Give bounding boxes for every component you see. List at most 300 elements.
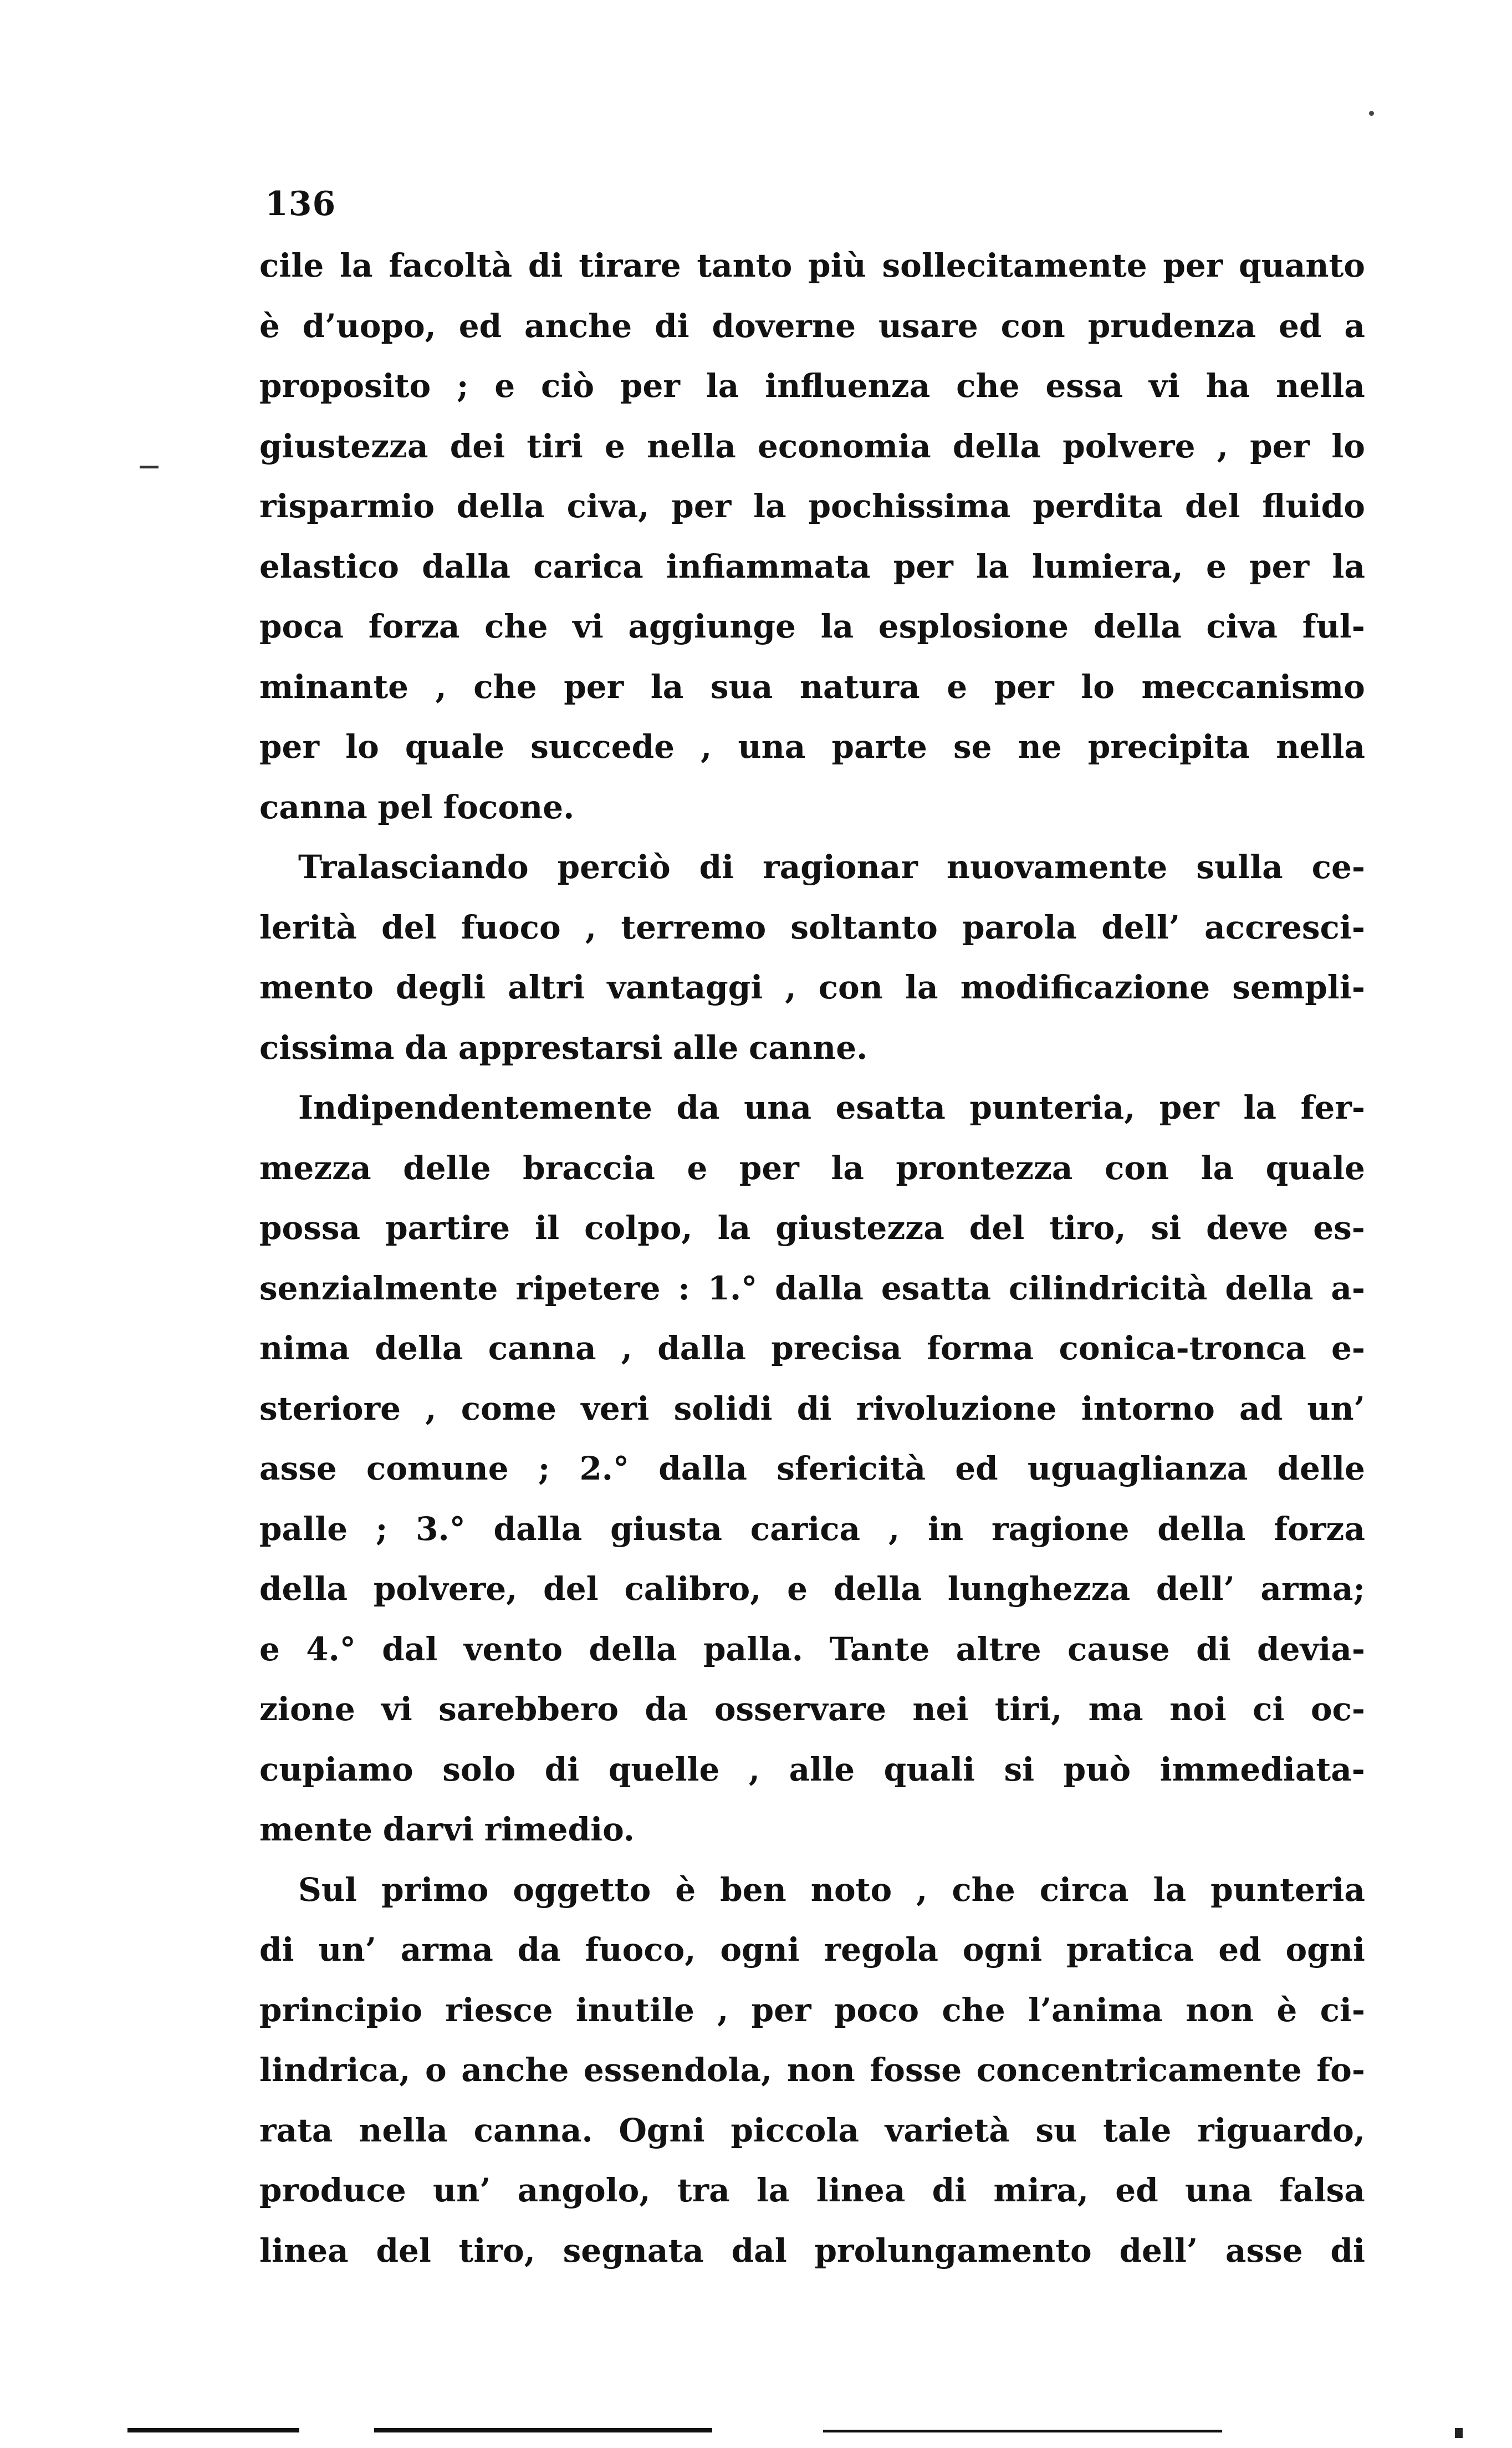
word: elastico [259,547,399,585]
word: comune [366,1450,509,1487]
word: 3.° [416,1509,466,1548]
word: falsa [1279,2171,1365,2209]
word: , [585,908,597,946]
word: pel [377,788,433,826]
word: la [339,247,373,284]
word: da [517,1931,561,1968]
word: per [1250,427,1310,465]
word: tiri, [994,1690,1063,1728]
word: ha [1205,367,1250,405]
word: sempli- [1232,968,1365,1006]
word: per [893,547,953,585]
word: ed [1218,1931,1261,1968]
word: nuovamente [946,848,1168,886]
word: della [1225,1269,1314,1307]
word: un’ [432,2171,491,2209]
word: che [484,608,548,645]
word: noi [1169,1690,1227,1728]
word: nella [1276,367,1365,405]
word: vi [381,1690,412,1728]
word: ciò [541,367,595,405]
word: , [621,1329,632,1367]
word: rivoluzione [856,1389,1057,1427]
word: , [1217,427,1228,465]
word: della [375,1329,463,1367]
word: e [605,427,625,465]
word: degli [396,968,486,1006]
word: ogni [720,1931,800,1968]
word: dalla [775,1269,864,1307]
word: con [818,968,883,1006]
word: influenza [765,367,931,405]
word: la [1153,1870,1187,1909]
word: per [1159,1089,1219,1126]
text-line [259,1740,1365,1800]
word: primo [381,1870,489,1909]
text-line [259,2160,1365,2221]
text-line [259,1619,1365,1680]
word: una [1184,2171,1253,2209]
word: e [787,1570,808,1608]
word: della [952,427,1041,465]
word: se [953,728,992,766]
word: da [405,1028,448,1067]
word: facoltà [389,247,513,284]
word: di [259,1931,294,1968]
text-line [259,476,1365,537]
word: una [744,1089,812,1126]
word: in [927,1509,964,1548]
word: di [655,307,689,345]
word: modificazione [960,968,1210,1006]
word: pratica [1066,1931,1194,1968]
word: e [494,367,515,405]
word: del [381,908,437,946]
word: cupiamo [259,1750,413,1788]
text-line [259,1318,1365,1379]
text-line [259,717,1365,777]
text-line [259,236,1365,296]
word: produce [259,2171,406,2209]
word: zione [259,1690,355,1728]
word: tiri [527,427,583,465]
word: palle [259,1509,348,1548]
word: ci- [1320,1991,1365,2029]
text-line [259,356,1365,416]
word: prolungamento [814,2231,1092,2270]
word: succede [530,728,675,766]
word: sfericità [777,1450,926,1487]
word: è [259,307,280,345]
word: per [620,367,680,405]
word: canne. [748,1028,868,1067]
word: che [473,667,537,706]
word: calibro, [624,1570,762,1608]
word: , [425,1389,437,1427]
word: economia [757,427,931,465]
word: ogni [1285,1931,1365,1968]
word: e [687,1149,708,1187]
word: civa, [566,487,650,525]
word: il [535,1209,560,1247]
word: lo [345,728,379,766]
word: dal [382,1630,438,1668]
word: esatta [881,1269,992,1307]
word: parte [831,728,927,766]
word: focone. [443,788,575,826]
text-line [259,1439,1365,1499]
word: esatta [835,1089,946,1126]
word: pochissima [808,487,1011,525]
word: delle [1277,1450,1365,1487]
text-line [259,777,1365,838]
word: da [645,1690,688,1728]
word: più [808,247,866,284]
word: per [994,667,1054,706]
word: arma; [1260,1570,1365,1608]
word: è [675,1870,696,1909]
word: giustezza [259,427,428,465]
word: ripetere [515,1269,661,1307]
word: la [717,1209,751,1247]
word: fluido [1262,487,1365,525]
word: quale [1265,1149,1365,1187]
word: e [259,1630,280,1668]
word: lerità [259,908,357,946]
word: alle [672,1028,739,1067]
word: della [456,487,545,525]
word: anche [461,2051,569,2089]
text-line [259,657,1365,717]
word: ; [457,367,469,405]
word: ed [955,1450,998,1487]
text-line [259,897,1365,958]
word: del [376,2231,431,2270]
word: meccanismo [1141,667,1365,706]
word: apprestarsi [458,1028,663,1067]
word: nella [647,427,736,465]
word: dalla [657,1329,747,1367]
text-line [259,1138,1365,1198]
word: per [739,1149,799,1187]
word: arma [400,1931,493,1968]
word: ogni [962,1931,1043,1968]
word: con [1000,307,1065,345]
word: osservare [714,1690,887,1728]
word: fer- [1300,1089,1365,1126]
word: la [1332,547,1365,585]
word: soltanto [790,908,938,946]
word: asse [259,1450,337,1487]
word: non [1186,1991,1254,2029]
word: di [1330,2231,1365,2270]
word: lindrica, [259,2051,411,2089]
text-line [259,957,1365,1018]
word: cissima [259,1028,395,1067]
ink-speck [1369,111,1374,116]
word: la [905,968,938,1006]
word: varietà [885,2111,1010,2149]
word: ed [458,307,502,345]
word: sulla [1196,848,1283,886]
text-line [259,416,1365,477]
word: infiammata [666,547,871,585]
word: lo [1081,667,1115,706]
text-line [259,1860,1365,1920]
word: quale [405,728,505,766]
word: 2.° [579,1450,630,1487]
bottom-edge-rule [374,2428,712,2432]
word: dell’ [1101,908,1180,946]
word: la [756,2171,790,2209]
word: giusta [610,1509,722,1548]
word: fosse [870,2051,962,2089]
word: accresci- [1204,908,1365,946]
word: la [976,547,1009,585]
word: un’ [318,1931,376,1968]
word: un’ [1307,1389,1365,1427]
word: forma [927,1329,1034,1367]
text-line [259,1679,1365,1740]
word: la [831,1149,864,1187]
word: con [1104,1149,1169,1187]
word: canna [259,788,367,826]
word: quelle [608,1750,720,1788]
word: ; [375,1509,388,1548]
word: per [1249,547,1310,585]
word: prudenza [1087,307,1256,345]
word: senzialmente [259,1269,498,1307]
text-line [259,1018,1365,1078]
word: vi [1149,367,1180,405]
word: per [751,1991,811,2029]
word: possa [259,1209,361,1247]
word: altre [956,1630,1041,1668]
word: cilindricità [1009,1269,1208,1307]
word: nella [1276,728,1365,766]
edge-mark [1455,2428,1463,2438]
word: solo [442,1750,516,1788]
word: proposito [259,367,431,405]
word: devia- [1257,1630,1365,1668]
word: piccola [731,2111,859,2149]
text-line [259,596,1365,657]
word: ; [538,1450,550,1487]
word: di [528,247,563,284]
word: precisa [771,1329,902,1367]
word: solidi [673,1389,773,1427]
word: dalla [422,547,511,585]
word: si [1151,1209,1182,1247]
word: nei [912,1690,969,1728]
word: ed [1115,2171,1158,2209]
word: risparmio [259,487,435,525]
word: riguardo, [1197,2111,1365,2149]
word: ma [1088,1690,1143,1728]
word: giustezza [775,1209,944,1247]
word: ne [1018,728,1062,766]
text-line [259,2100,1365,2161]
margin-mark [140,466,159,468]
word: deve [1206,1209,1289,1247]
word: forza [1274,1509,1365,1548]
word: a- [1331,1269,1365,1307]
text-line [259,837,1365,897]
word: dell’ [1156,1570,1235,1608]
word: della [589,1630,677,1668]
text-line [259,2221,1365,2281]
word: di [544,1750,580,1788]
word: linea [816,2171,906,2209]
text-line [259,1980,1365,2041]
word: polvere, [373,1570,518,1608]
word: cause [1067,1630,1170,1668]
word: d’uopo, [302,307,436,345]
word: e [947,667,968,706]
word: e [1205,547,1227,585]
word: mira, [993,2171,1089,2209]
word: , [717,1991,729,2029]
word: poca [259,608,344,645]
word: di [699,848,734,886]
word: del [543,1570,599,1608]
word: e- [1331,1329,1365,1367]
word: , [435,667,447,706]
word: una [738,728,806,766]
word: la [650,667,684,706]
word: mento [259,968,374,1006]
word: esplosione [878,608,1069,645]
word: non [786,2051,855,2089]
word: intorno [1081,1389,1215,1427]
word: la [820,608,854,645]
word: precipita [1087,728,1250,766]
word: , [785,968,796,1006]
word: tirare [579,247,681,284]
word: ed [1279,307,1322,345]
bottom-edge-rule [823,2430,1222,2432]
word: per [671,487,732,525]
word: linea [259,2231,349,2270]
text-line [259,1078,1365,1138]
word: fuoco, [585,1931,696,1968]
word: circa [1039,1870,1129,1909]
word: angolo, [517,2171,651,2209]
word: ful- [1302,608,1365,645]
word: mente [259,1810,373,1848]
word: natura [799,667,920,706]
word: carica [750,1509,861,1548]
page-number: 136 [265,185,336,223]
word: della [1093,608,1182,645]
word: ragionar [763,848,918,886]
word: della [1157,1509,1246,1548]
word: tra [677,2171,730,2209]
word: poco [834,1991,920,2029]
word: ci [1253,1690,1285,1728]
text-line [259,1198,1365,1258]
word: oc- [1310,1690,1365,1728]
word: steriore [259,1389,401,1427]
word: l’anima [1028,1991,1163,2029]
word: ce- [1311,848,1365,886]
word: nella [359,2111,448,2149]
word: tale [1103,2111,1172,2149]
word: palla. [703,1630,803,1668]
word: mezza [259,1149,371,1187]
word: lo [1331,427,1365,465]
word: per [564,667,624,706]
word: punteria, [969,1089,1136,1126]
word: di [932,2171,967,2209]
text-line [259,296,1365,356]
word: usare [878,307,978,345]
word: vantaggi [607,968,763,1006]
word: concentricamente [976,2051,1302,2089]
word: regola [824,1931,938,1968]
word: lumiera, [1031,547,1183,585]
word: la [706,367,739,405]
word: aggiunge [628,608,796,645]
word: quanto [1239,247,1365,284]
word: principio [259,1991,422,2029]
word: tiro, [1049,1209,1126,1247]
word: Tralasciando [298,848,529,886]
word: si [1004,1750,1035,1788]
word: asse [1225,2231,1303,2270]
word: su [1035,2111,1077,2149]
text-line [259,1920,1365,1980]
word: per [259,728,320,766]
word: del [1185,487,1240,525]
word: , [748,1750,760,1788]
word: o [425,2051,447,2089]
text-line [259,1499,1365,1559]
word: è [1276,1991,1298,2029]
word: noto [810,1870,892,1909]
word: da [676,1089,720,1126]
word: fuoco [461,908,561,946]
word: tanto [697,247,793,284]
word: Ogni [619,2111,705,2149]
word: canna. [473,2111,593,2149]
bottom-edge-rule [127,2428,299,2432]
word: colpo, [584,1209,693,1247]
word: perdita [1033,487,1163,525]
word: ben [720,1870,786,1909]
word: vi [573,608,604,645]
word: perciò [557,848,671,886]
word: punteria [1210,1870,1365,1909]
word: darvi [382,1810,474,1848]
word: tiro, [458,2231,535,2270]
word: può [1063,1750,1131,1788]
word: a [1344,307,1365,345]
word: sollecitamente [882,247,1147,284]
word: anche [524,307,632,345]
word: inutile [575,1991,694,2029]
word: del [969,1209,1025,1247]
word: parola [962,908,1077,946]
word: terremo [621,908,767,946]
word: oggetto [513,1870,651,1909]
word: doverne [712,307,856,345]
word: Indipendentemente [298,1089,652,1126]
word: forza [368,608,460,645]
word: quali [883,1750,975,1788]
word: ragione [991,1509,1130,1548]
word: la [1243,1089,1276,1126]
